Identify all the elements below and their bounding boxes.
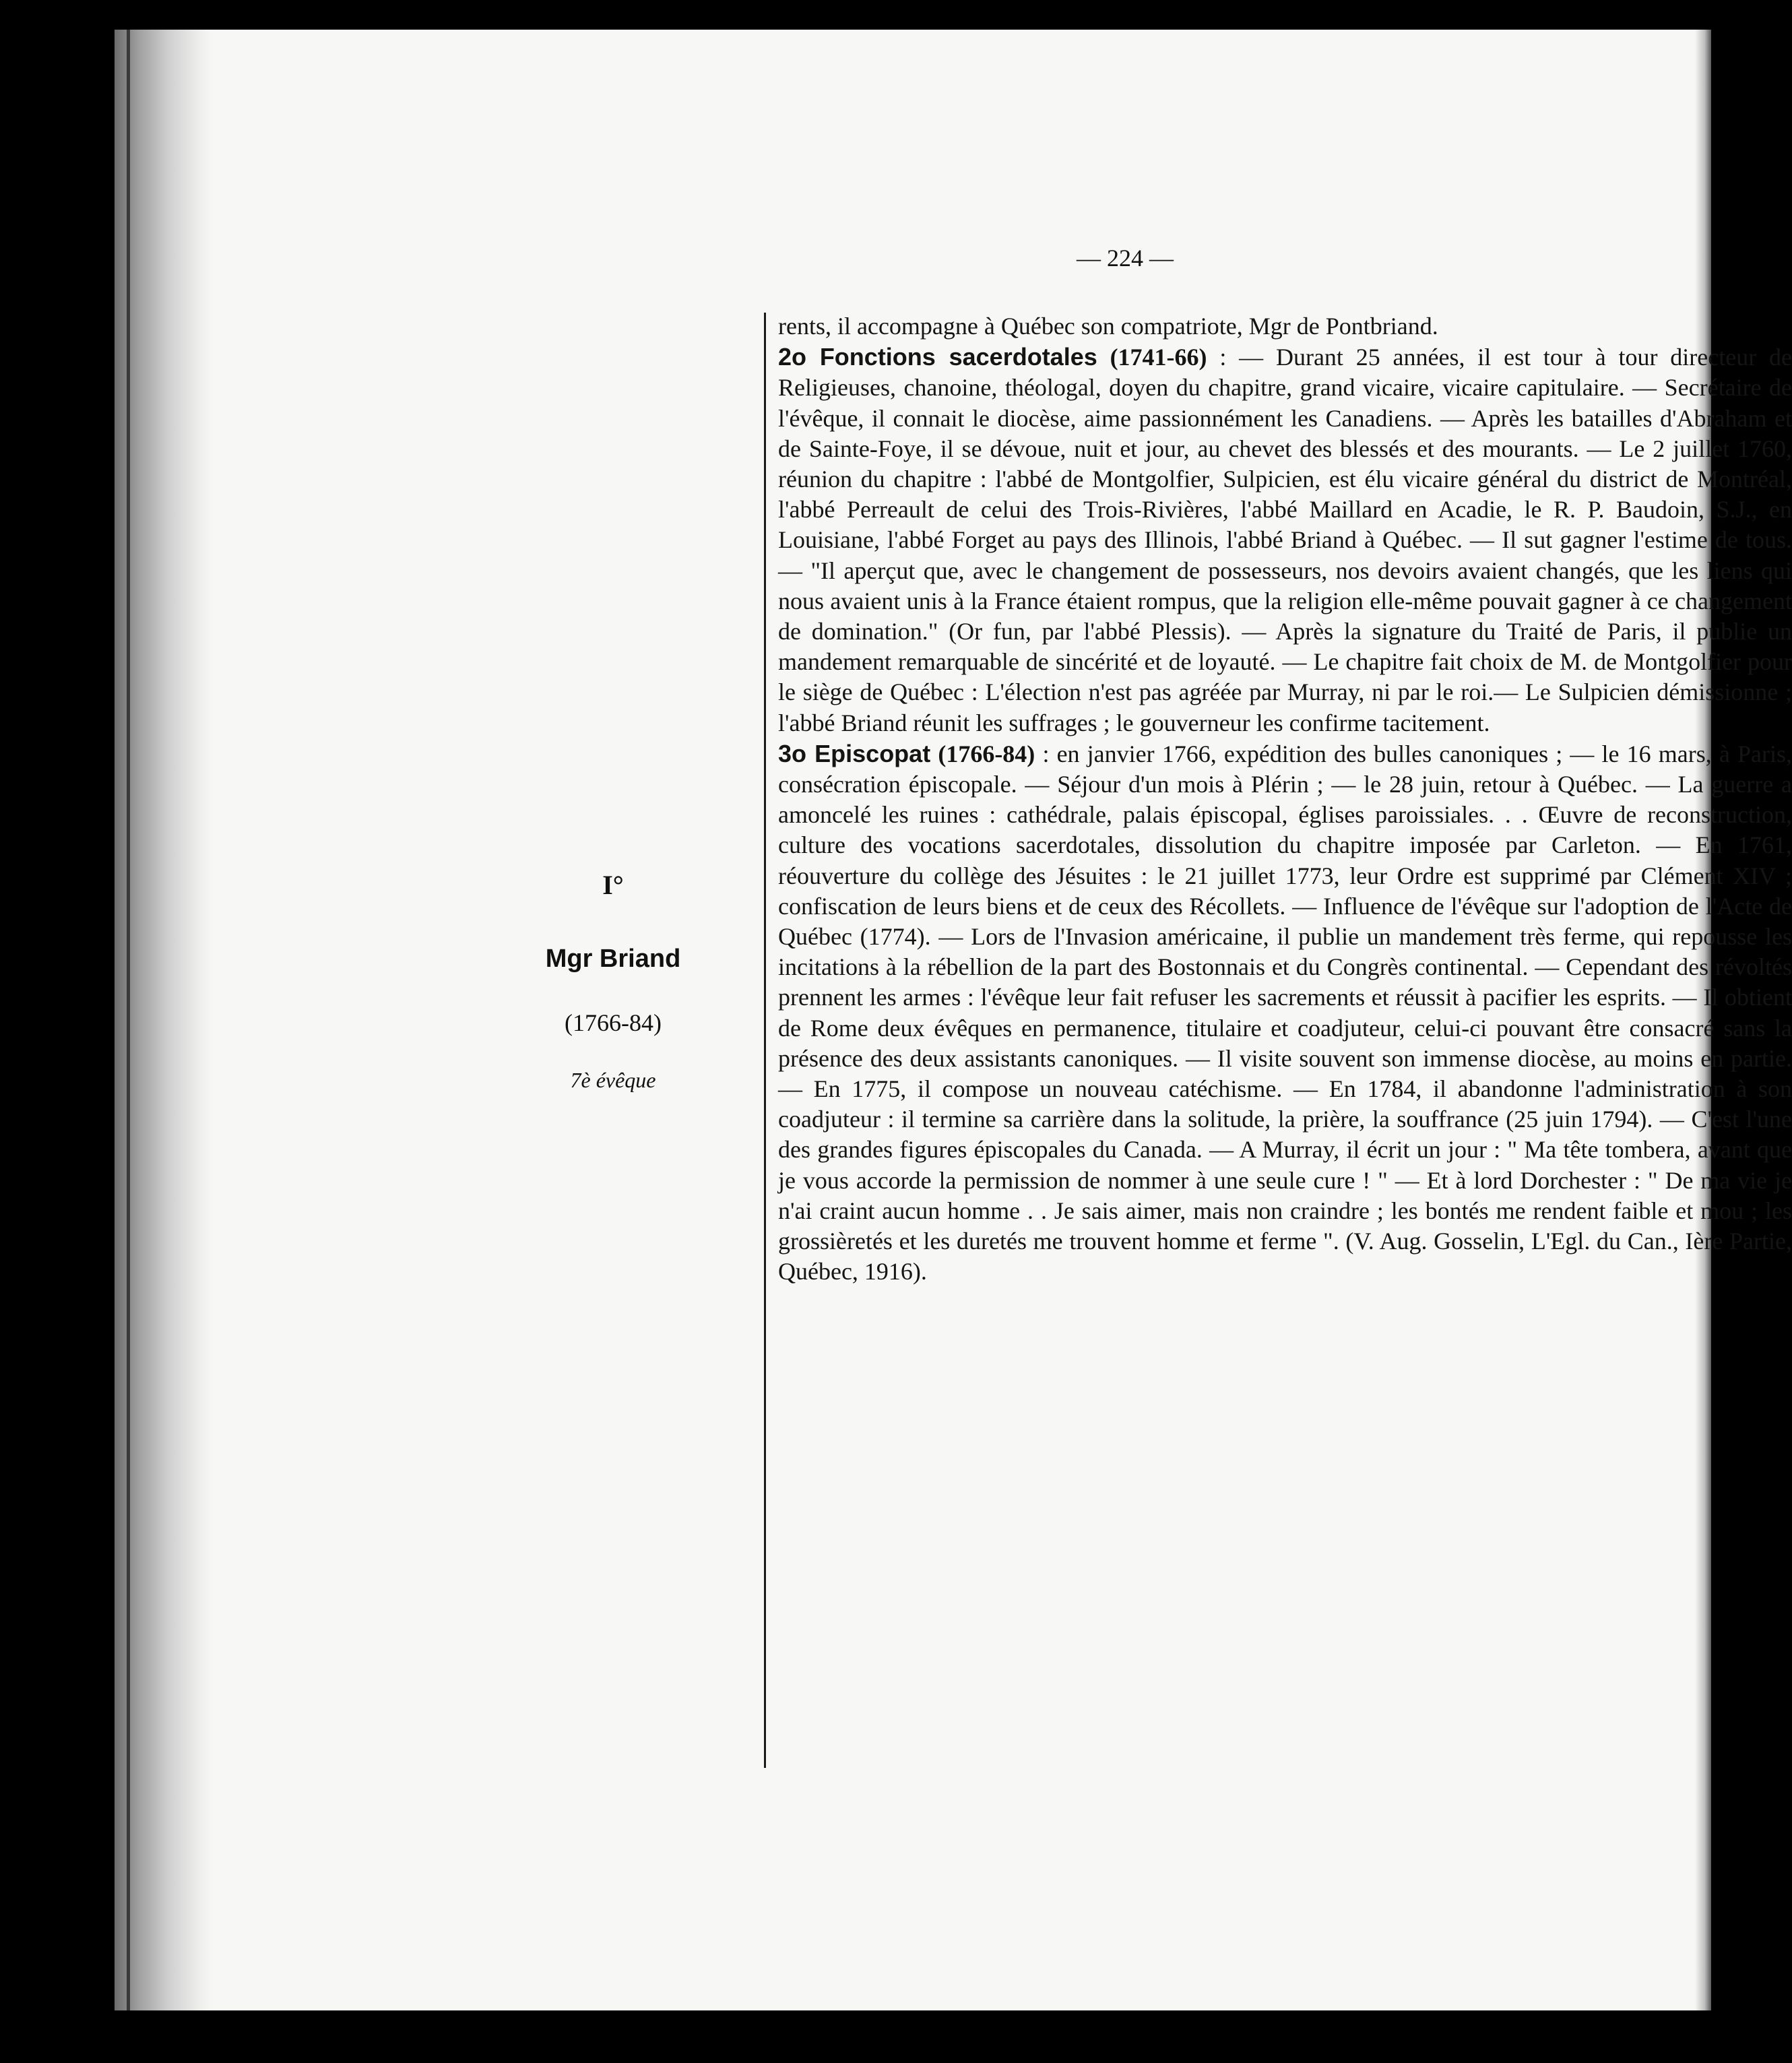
book-page [115,30,1792,2010]
body-text [778,311,1792,1288]
section-2-paragraph [778,342,1792,738]
opening-line: rents, il accompagne à Québec son compatriote, Mgr de Pontbriand. [778,313,1438,340]
section-3-dates: (1766-84) [938,740,1035,767]
binding-line [127,30,130,2010]
section-3-text: : en janvier 1766, expédition des bulles canoniques ; — le 16 mars, à Paris, consécration épiscopale. — Séjour d'un mois à Plérin ; — le 28 juin, retour à Québec. — La guerre a amoncelé les ruines : cathédrale, palais épiscopal, églises paroissiales. . . Œuvre de reconstruction, culture des vocations sacerdotales, dissolution du chapitre imposée par Carleton. — En 1761, réouverture du collège des Jésuites : le 21 juillet 1773, leur Ordre est supprimé par Clément XIV ; confiscation de leurs biens et de ceux des Récollets. — Influence de l'évêque sur l'adoption de l'Acte de Québec (1774). — Lors de l'Invasion américaine, il publie un mandement très ferme, qui repousse les incitations à la rébellion de la part des Bostonnais et du Congrès continental. — Cependant des révoltés prennent les armes : l'évêque leur fait refuser les sacrements et réussit à pacifier les esprits. — Il obtient de Rome deux évêques en permanence, titulaire et coadjuteur, celui-ci pouvant être consacré sans la présence des deux assistants canoniques. — Il visite souvent son immense diocèse, au moins en partie. — En 1775, il compose un nouveau catéchisme. — En 1784, il abandonne l'administration à son coadjuteur : il termine sa carrière dans la solitude, la prière, la souffrance (25 juin 1794). — C'est l'une des grandes figures épiscopales du Canada. — A Murray, il écrit un jour : " Ma tête tombera, avant que je vous accorde la permission de nommer à une seule cure ! " — Et à lord Dorchester : " De ma vie je n'ai craint aucun homme . . Je sais aimer, mais non craindre ; les bontés me rendent faible et mou ; les grossièretés et les duretés me trouvent homme et ferme ". (V. Aug. Gosselin, L'Egl. du Can., Ière Partie, Québec, 1916). [778,740,1792,1286]
section-3-heading: 3o Episcopat [778,739,931,767]
section-2-heading: 2o Fonctions sacerdotales [778,343,1097,371]
margin-note-name: Mgr Briand [545,945,681,973]
margin-rule [764,313,766,1768]
margin-note-rank: 7è évêque [570,1068,656,1092]
section-3-paragraph [778,738,1792,1288]
section-2-text: : — Durant 25 années, il est tour à tour directeur de Religieuses, chanoine, théologal, doyen du chapitre, grand vicaire, vicaire capitulaire. — Secrétaire de l'évêque, il connait le diocèse, aime passionnément les Canadiens. — Après les batailles d'Abraham et de Sainte-Foye, il se dévoue, nuit et jour, au chevet des blessés et des mourants. — Le 2 juillet 1760, réunion du chapitre : l'abbé de Montgolfier, Sulpicien, est élu vicaire général du district de Montréal, l'abbé Perreault de celui des Trois-Rivières, l'abbé Maillard en Acadie, le R. P. Baudoin, S.J., en Louisiane, l'abbé Forget au pays des Illinois, l'abbé Briand à Québec. — Il sut gagner l'estime de tous. — "Il aperçut que, avec le changement de possesseurs, nos devoirs avaient changés, que les liens qui nous avaient unis à la France étaient rompus, que la religion elle-même pouvait gagner à ce changement de domination." (Or fun, par l'abbé Plessis). — Après la signature du Traité de Paris, il publie un mandement remarquable de sincérité et de loyauté. — Le chapitre fait choix de M. de Montgolfier pour le siège de Québec : L'élection n'est pas agréée par Murray, ni par le roi.— Le Sulpicien démissionne ; l'abbé Briand réunit les suffrages ; le gouverneur les confirme tacitement. [778,344,1792,736]
margin-note-numeral: I° [602,870,624,900]
page-number: — 224 — [1077,245,1174,272]
section-2-dates: (1741-66) [1110,344,1207,371]
margin-note [512,872,714,1093]
margin-note-dates: (1766-84) [565,1009,662,1036]
